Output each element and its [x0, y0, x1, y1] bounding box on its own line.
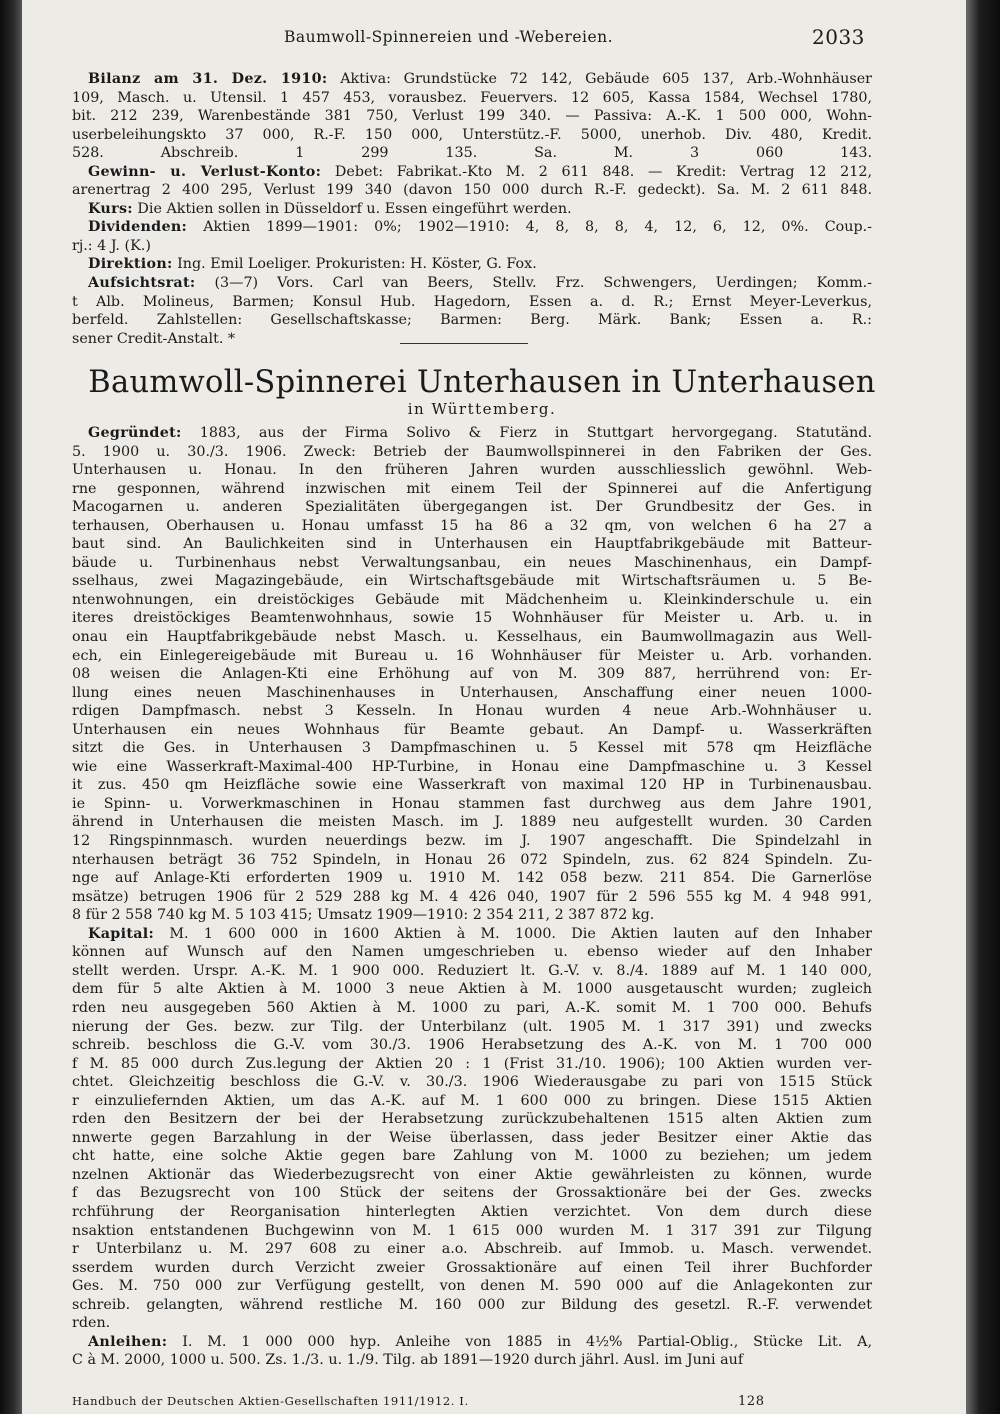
line-text: schreib. gelangten, während restliche M. 160 000 zur Bildung des gesetzl. R.-F. verwendet	[72, 1296, 872, 1313]
line-text: arenertrag 2 400 295, Verlust 199 340 (davon 150 000 durch R.-F. gedeckt). Sa. M. 2 611 848.	[72, 182, 872, 199]
entry-divider	[400, 343, 528, 344]
text-line	[72, 591, 872, 610]
line-text: rne gesponnen, während inzwischen mit einem Teil der Spinnerei auf die Anfertigung	[72, 480, 872, 497]
text-line	[72, 498, 872, 517]
section-label: Gewinn- u. Verlust-Konto:	[88, 163, 322, 180]
line-text: Unterhausen u. Honau. In den früheren Jahren wurden ausschliesslich gewöhnl. Web-	[72, 462, 872, 479]
line-text: Debet: Fabrikat.-Kto M. 2 611 848. — Kredit: Vertrag 12 212,	[334, 163, 872, 180]
text-line	[72, 1184, 872, 1203]
line-text: nge auf Anlage-Kti erforderten 1909 u. 1910 M. 142 058 bezw. 211 854. Die Garnerlöse	[72, 870, 872, 887]
running-head	[22, 25, 966, 52]
line-text: 12 Ringspinnmasch. wurden neuerdings bezw. im J. 1907 angeschafft. Die Spindelzahl in	[72, 833, 872, 850]
text-line	[72, 461, 872, 480]
text-line	[72, 1147, 872, 1166]
text-line	[72, 776, 872, 795]
text-line	[72, 1277, 872, 1296]
line-text: Die Aktien sollen in Düsseldorf u. Essen eingeführt werden.	[137, 200, 572, 217]
line-text: f das Bezugsrecht von 100 Stück der seitens der Grossaktionäre bei der Ges. zwecks	[72, 1185, 872, 1202]
text-line	[72, 999, 872, 1018]
text-line	[72, 739, 872, 758]
line-text: it zus. 450 qm Heizfläche sowie eine Wasserkraft von maximal 120 HP in Turbinenausbau.	[72, 777, 872, 794]
text-line	[72, 1092, 872, 1111]
text-line	[72, 1036, 872, 1055]
text-line	[72, 330, 872, 349]
text-line	[72, 218, 872, 237]
line-text: können auf Wunsch auf den Namen umgeschrieben u. ebenso wieder auf den Inhaber	[72, 944, 872, 961]
text-line	[72, 1110, 872, 1129]
footer-signature-number: 128	[738, 1394, 765, 1409]
section-label: Kapital:	[88, 925, 155, 942]
text-line	[72, 424, 872, 443]
text-line	[72, 293, 872, 312]
line-text: wie eine Wasserkraft-Maximal-400 HP-Turbine, in Honau eine Dampfmaschine u. 3 Kessel	[72, 758, 872, 775]
company-title: Baumwoll-Spinnerei Unterhausen in Unterhausen	[88, 365, 876, 400]
line-text: C à M. 2000, 1000 u. 500. Zs. 1./3. u. 1./9. Tilg. ab 1891—1920 durch jährl. Ausl. im Juni auf	[72, 1352, 744, 1369]
text-line	[72, 888, 872, 907]
line-text: ährend in Unterhausen die meisten Masch. im J. 1889 neu aufgestellt wurden. 30 Carden	[72, 814, 872, 831]
line-text: rden neu ausgegeben 560 Aktien à M. 1000 zu pari, A.-K. somit M. 1 700 000. Behufs	[72, 999, 872, 1016]
line-text: cht hatte, eine solche Aktie gegen bare Zahlung von M. 1000 zu beziehen; um jedem	[72, 1148, 872, 1165]
text-line	[72, 237, 872, 256]
line-text: 8 für 2 558 740 kg M. 5 103 415; Umsatz 1909—1910: 2 354 211, 2 387 872 kg.	[72, 907, 655, 924]
line-text: nsaktion entstandenen Buchgewinn von M. 1 615 000 wurden M. 1 317 391 zur Tilgung	[72, 1222, 872, 1239]
text-line	[72, 962, 872, 981]
section-label: Dividenden:	[88, 219, 188, 236]
line-text: rden.	[72, 1315, 111, 1332]
line-text: t Alb. Molineus, Barmen; Konsul Hub. Hagedorn, Essen a. d. R.; Ernst Meyer-Leverkus,	[72, 293, 872, 310]
text-line	[72, 1129, 872, 1148]
text-line	[72, 721, 872, 740]
text-line	[72, 647, 872, 666]
line-text: baut sind. An Baulichkeiten sind in Unterhausen ein Hauptfabrikgebäude mit Batteur-	[72, 536, 872, 553]
line-text: terhausen, Oberhausen u. Honau umfasst 15 ha 86 a 32 qm, von welchen 6 ha 27 a	[72, 517, 872, 534]
book-page	[22, 0, 966, 1414]
line-text: nierung der Ges. bezw. zur Tilg. der Unterbilanz (ult. 1905 M. 1 317 391) und zwecks	[72, 1018, 872, 1035]
line-text: f M. 85 000 durch Zus.legung der Aktien 20 : 1 (Frist 31./10. 1906); 100 Aktien wurden ver-	[72, 1055, 872, 1072]
section-label: Aufsichtsrat:	[88, 275, 196, 292]
previous-entry	[72, 70, 872, 348]
text-line	[72, 1259, 872, 1278]
line-text: r Unterbilanz u. M. 297 608 zu einer a.o. Abschreib. auf Immob. u. Masch. verwendet.	[72, 1241, 872, 1258]
page-number: 2033	[812, 25, 865, 49]
line-text: rchführung der Reorganisation hinterlegten Aktien verzichtet. Von dem durch diese	[72, 1203, 872, 1220]
text-line	[72, 274, 872, 293]
text-line	[72, 813, 872, 832]
text-line	[72, 795, 872, 814]
line-text: 1883, aus der Firma Solivo & Fierz in Stuttgart hervorgegang. Statutänd.	[199, 425, 872, 441]
line-text: sserdem wurden durch Verzicht zweier Grossaktionäre auf einen Teil ihrer Buchforder	[72, 1259, 872, 1276]
line-text: stellt werden. Urspr. A.-K. M. 1 900 000. Reduziert lt. G.-V. v. 8./4. 1889 auf M. 1 140 000,	[72, 962, 872, 979]
line-text: Ing. Emil Loeliger. Prokuristen: H. Köster, G. Fox.	[177, 256, 537, 273]
text-line	[72, 906, 872, 925]
line-text: bit. 212 239, Warenbestände 381 750, Verlust 199 340. — Passiva: A.-K. 1 500 000, Wohn-	[72, 108, 872, 125]
company-location: in Württemberg.	[407, 400, 557, 418]
footer-publication: Handbuch der Deutschen Aktien-Gesellschaften 1911/1912. I.	[72, 1394, 469, 1408]
line-text: llung eines neuen Maschinenhauses in Unterhausen, Anschaffung einer neuen 1000-	[72, 684, 872, 701]
line-text: 5. 1900 u. 30./3. 1906. Zweck: Betrieb der Baumwollspinnerei in den Fabriken der Ges.	[72, 443, 872, 460]
line-text: Aktiva: Grundstücke 72 142, Gebäude 605 137, Arb.-Wohnhäuser	[340, 71, 872, 87]
text-line	[72, 572, 872, 591]
line-text: nterhausen beträgt 36 752 Spindeln, in Honau 26 072 Spindeln, zus. 62 824 Spindeln. Zu-	[72, 851, 872, 868]
line-text: Unterhausen ein neues Wohnhaus für Beamte gebaut. An Dampf- u. Wasserkräften	[72, 721, 872, 738]
line-text: sener Credit-Anstalt. *	[72, 330, 236, 347]
line-text: rdigen Dampfmasch. nebst 3 Kesseln. In Honau wurden 4 neue Arb.-Wohnhäuser u.	[72, 703, 872, 720]
line-text: rden den Besitzern der bei der Herabsetzung zurückzubehaltenen 1515 alten Aktien zum	[72, 1111, 872, 1128]
section-label: Direktion:	[88, 256, 173, 273]
text-line	[72, 181, 872, 200]
text-line	[72, 107, 872, 126]
text-line	[72, 163, 872, 182]
text-line	[72, 1240, 872, 1259]
line-text: ie Spinn- u. Vorwerkmaschinen in Honau stammen fast durchweg aus dem Jahre 1901,	[72, 795, 872, 812]
company-entry-body	[72, 424, 872, 1370]
text-line	[72, 1166, 872, 1185]
text-line	[72, 311, 872, 330]
line-text: dem für 5 alte Aktien à M. 1000 3 neue Aktien à M. 1000 ausgetauscht wurden; zugleich	[72, 981, 872, 998]
section-label: Kurs:	[88, 200, 133, 217]
line-text: schreib. beschloss die G.-V. vom 30./3. 1906 Herabsetzung des A.-K. von M. 1 700 000	[72, 1037, 872, 1054]
line-text: ech, ein Einlegereigebäude mit Bureau u. 16 Wohnhäuser für Meister u. Arb. vorhanden.	[72, 647, 872, 664]
text-line	[72, 535, 872, 554]
text-line	[72, 1073, 872, 1092]
line-text: I. M. 1 000 000 hyp. Anleihe von 1885 in 4½% Partial-Oblig., Stücke Lit. A,	[182, 1333, 872, 1350]
text-line	[72, 869, 872, 888]
text-line	[72, 1222, 872, 1241]
section-label: Gegründet:	[88, 425, 182, 441]
section-label: Anleihen:	[88, 1333, 168, 1350]
text-line	[72, 684, 872, 703]
line-text: (3—7) Vors. Carl van Beers, Stellv. Frz. Schwengers, Uerdingen; Komm.-	[214, 275, 872, 292]
binding-shadow	[0, 0, 22, 1414]
line-text: msätze) betrugen 1906 für 2 529 288 kg M. 4 426 040, 1907 für 2 596 555 kg M. 4 948 991,	[72, 888, 872, 905]
text-line	[72, 255, 872, 274]
text-line	[72, 758, 872, 777]
line-text: ntenwohnungen, ein dreistöckiges Gebäude mit Mädchenheim u. Kleinkinderschule u. ein	[72, 591, 872, 608]
line-text: nzelnen Aktionär das Wiederbezugsrecht von einer Aktie gewährleisten zu können, wurde	[72, 1166, 872, 1183]
text-line	[72, 443, 872, 462]
text-line	[72, 89, 872, 108]
line-text: Aktien 1899—1901: 0%; 1902—1910: 4, 8, 8, 8, 4, 12, 6, 12, 0%. Coup.-	[203, 219, 872, 236]
line-text: rj.: 4 J. (K.)	[72, 237, 151, 254]
text-line	[72, 609, 872, 628]
text-line	[72, 70, 872, 89]
text-line	[72, 200, 872, 219]
text-line	[72, 1333, 872, 1352]
line-text: userbeleihungskto 37 000, R.-F. 150 000, Unterstütz.-F. 5000, unerhob. Div. 480, Kredit.	[72, 126, 872, 143]
line-text: nnwerte gegen Barzahlung in der Weise überlassen, dass jeder Besitzer einer Aktie das	[72, 1129, 872, 1146]
text-line	[72, 832, 872, 851]
text-line	[72, 1296, 872, 1315]
line-text: 528. Abschreib. 1 299 135. Sa. M. 3 060 143.	[72, 145, 872, 162]
line-text: r einzuliefernden Aktien, um das A.-K. auf M. 1 600 000 zu bringen. Diese 1515 Aktien	[72, 1092, 872, 1109]
text-line	[72, 1018, 872, 1037]
line-text: Macogarnen u. anderen Spezialitäten übergegangen ist. Der Grundbesitz der Ges. in	[72, 499, 872, 516]
text-line	[72, 1055, 872, 1074]
page-edge-shadow	[966, 0, 1000, 1414]
text-line	[72, 925, 872, 944]
text-line	[72, 980, 872, 999]
text-line	[72, 1351, 872, 1370]
line-text: M. 1 600 000 in 1600 Aktien à M. 1000. Die Aktien lauten auf den Inhaber	[169, 925, 872, 942]
text-line	[72, 517, 872, 536]
line-text: Ges. M. 750 000 zur Verfügung gestellt, von denen M. 590 000 auf die Anlagekonten zur	[72, 1278, 872, 1295]
page-footer	[72, 1394, 872, 1410]
line-text: chtet. Gleichzeitig beschloss die G.-V. v. 30./3. 1906 Wiederausgabe zu pari von 1515 Stück	[72, 1074, 872, 1091]
line-text: iteres dreistöckiges Beamtenwohnhaus, sowie 15 Wohnhäuser für Meister u. Arb. u. in	[72, 610, 872, 627]
text-line	[72, 126, 872, 145]
text-line	[72, 554, 872, 573]
section-label: Bilanz am 31. Dez. 1910:	[88, 71, 328, 87]
line-text: sitzt die Ges. in Unterhausen 3 Dampfmaschinen u. 5 Kessel mit 578 qm Heizfläche	[72, 740, 872, 757]
line-text: bäude u. Turbinenhaus nebst Verwaltungsanbau, ein neues Maschinenhaus, ein Dampf-	[72, 554, 872, 571]
text-line	[72, 1203, 872, 1222]
text-line	[72, 851, 872, 870]
text-line	[72, 1314, 872, 1333]
running-head-title: Baumwoll-Spinnereien und -Webereien.	[284, 28, 614, 46]
line-text: sselhaus, zwei Magazingebäude, ein Wirtschaftsgebäude mit Wirtschaftsräumen u. 5 Be-	[72, 573, 872, 590]
text-line	[72, 665, 872, 684]
line-text: berfeld. Zahlstellen: Gesellschaftskasse; Barmen: Berg. Märk. Bank; Essen a. R.:	[72, 312, 872, 329]
line-text: onau ein Hauptfabrikgebäude nebst Masch. u. Kesselhaus, ein Baumwollmagazin aus Well-	[72, 629, 872, 646]
text-line	[72, 628, 872, 647]
text-line	[72, 144, 872, 163]
text-line	[72, 702, 872, 721]
line-text: 08 weisen die Anlagen-Kti eine Erhöhung auf von M. 309 887, herrührend von: Er-	[72, 666, 872, 683]
text-line	[72, 480, 872, 499]
line-text: 109, Masch. u. Utensil. 1 457 453, vorausbez. Feuervers. 12 605, Kassa 1584, Wechsel 1780,	[72, 89, 872, 106]
text-line	[72, 943, 872, 962]
